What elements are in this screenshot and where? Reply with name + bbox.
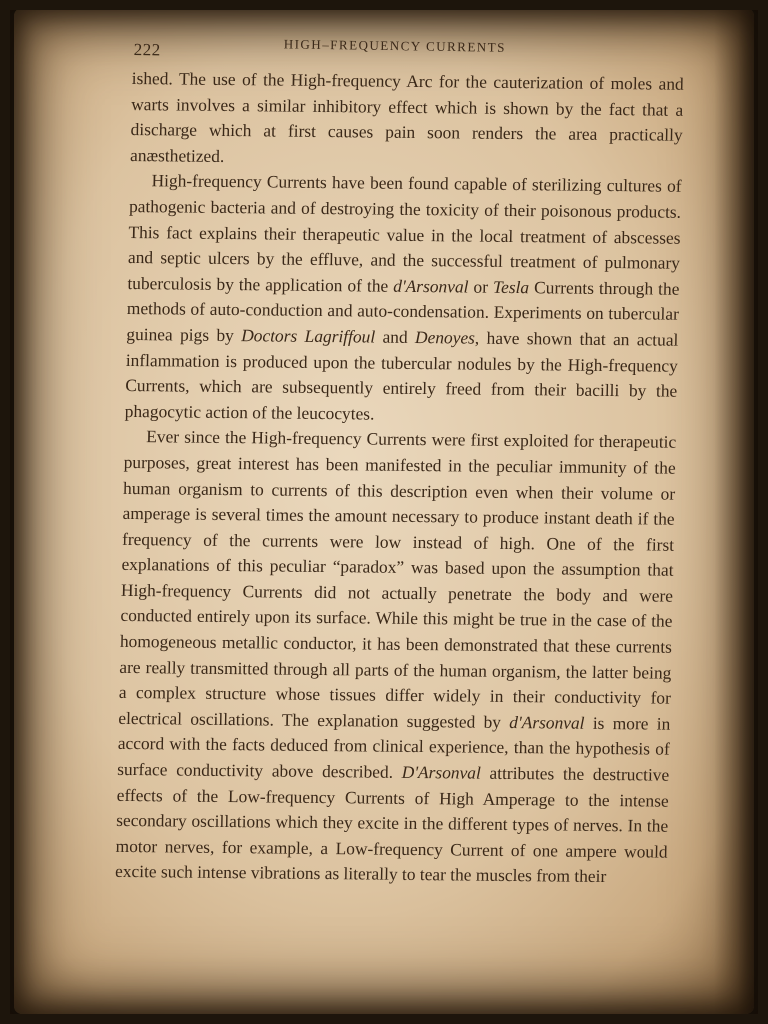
italic-name: Tesla [492, 276, 530, 297]
text-run: High-frequency Currents have been found capable of sterilizing cultures of pathogenic bacteria and of destroying the toxicity of their poisonous products. This fact explains their therapeutic value in the local treatment of abscesses and septic ulcers by the effluve, and the successful treatment of pulmonary tuberculosis by the application of the [127, 170, 682, 296]
paragraph [130, 66, 684, 174]
text-run: Ever since the High-frequency Currents were first exploited for therapeutic purposes, great interest has been manifested in the peculiar immunity of the human organism to currents of this description even when their volume or amperage is several times the amount necessary to produce instant death if the frequency of the currents were low instead of high. One of the first explanations of this peculiar “paradox” was based upon the assumption that High-frequency Currents did not actually penetrate the body and were conducted entirely upon its surface. While this might be true in the case of the homogeneous metallic conductor, it has been demonstrated that these currents are really transmitted through all parts of the human organism, the latter being a complex structure whose tissues differ widely in their conductivity for electrical oscillations. The explanation suggested by [118, 426, 677, 732]
italic-name: Doctors Lagriffoul [241, 325, 376, 347]
text-run: attributes the destructive effects of the Low-frequency Currents of High Amperage to the intense secondary oscillations which they excite in the different types of nerves. In the motor nerves, for example, a Low-frequency Current of one ampere would excite such intense vibrations as literally to tear the muscles from their [114, 762, 670, 887]
text-run: or [468, 276, 494, 297]
running-title: HIGH–FREQUENCY CURRENTS [283, 36, 507, 55]
text-run: ished. The use of the High-frequency Arc for the cauterization of moles and warts involves a similar inhibitory effect which is shown by the fact that a discharge which at first causes pain soon renders the area practically anæsthetized. [129, 67, 684, 166]
paragraph [124, 168, 681, 430]
text-run: Currents through the methods of auto-conduction and auto-condensation. Experiments on tubercular guinea pigs by [126, 276, 680, 346]
italic-name: D'Arsonval [401, 761, 482, 783]
italic-name: d'Arsonval [509, 711, 585, 733]
text-run: is more in accord with the facts deduced from clinical experience, than the hypothesis of surface conductivity above described. [117, 712, 671, 782]
page-edge-shadow [714, 8, 754, 1014]
body-text [115, 66, 684, 891]
italic-name: Denoyes [414, 326, 476, 348]
text-run: , have shown that an actual inflammation is produced upon the tubercular nodules by the High-frequency Currents, which are subsequently entirely freed from their bacilli by the phagocytic action of the leucocytes. [124, 327, 679, 424]
text-run: and [374, 326, 416, 347]
running-head [134, 28, 674, 66]
book-page [14, 8, 754, 1014]
italic-name: d'Arsonval [393, 275, 469, 297]
page-number: 222 [133, 39, 161, 60]
paragraph [115, 424, 677, 890]
